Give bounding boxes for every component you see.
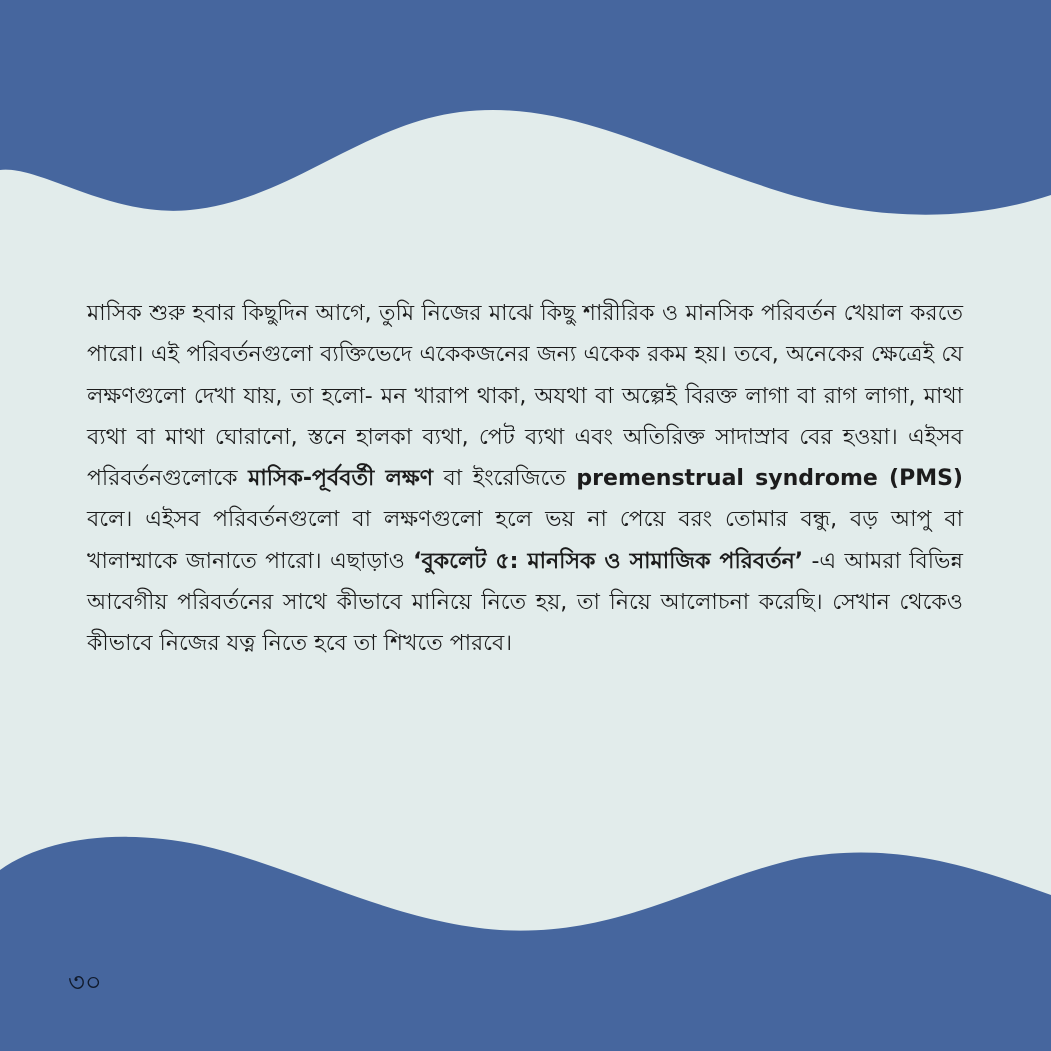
highlight-pms-bengali: মাসিক-পূর্ববর্তী লক্ষণ <box>248 466 433 492</box>
highlight-pms-english: premenstrual syndrome (PMS) <box>576 466 963 492</box>
text-segment-1: মাসিক শুরু হবার কিছুদিন আগে, তুমি নিজের মাঝে কিছু শারীরিক ও মানসিক পরিবর্তন খেয়াল করতে পারো। এই পরিবর্তনগুলো ব্যক্তিভেদে একেকজনের জন্য একেক রকম হয়। তবে, অনেকের ক্ষেত্রেই যে লক্ষণগুলো দেখা যায়, তা হলো- মন খারাপ থাকা, অযথা বা অল্পেই বিরক্ত লাগা বা রাগ লাগা, মাথা ব্যথা বা মাথা ঘোরানো, স্তনে হালকা ব্যথা, পেট ব্যথা এবং অতিরিক্ত সাদাস্রাব বের হওয়া। এইসব পরিবর্তনগুলোকে <box>87 301 963 492</box>
highlight-booklet-reference: ‘বুকলেট ৫: মানসিক ও সামাজিক পরিবর্তন’ <box>413 548 804 574</box>
top-wave-band <box>0 0 1051 215</box>
text-segment-4: -এ আমরা বিভিন্ন আবেগীয় পরিবর্তনের সাথে কীভাবে মানিয়ে নিতে হয়, তা নিয়ে আলোচনা করেছি। সেখান থেকেও কীভাবে নিজের যত্ন নিতে হবে তা শিখতে পারবে। <box>87 548 963 657</box>
text-segment-3: বলে। এইসব পরিবর্তনগুলো বা লক্ষণগুলো হলে ভয় না পেয়ে বরং তোমার বন্ধু, বড় আপু বা খালাম্মাকে জানাতে পারো। এছাড়াও <box>87 507 963 574</box>
body-paragraph <box>87 293 963 665</box>
page-number: ৩০ <box>68 968 102 998</box>
bottom-wave-band <box>0 837 1051 1051</box>
text-segment-2: বা ইংরেজিতে <box>433 466 577 492</box>
paragraph-text <box>87 293 963 665</box>
